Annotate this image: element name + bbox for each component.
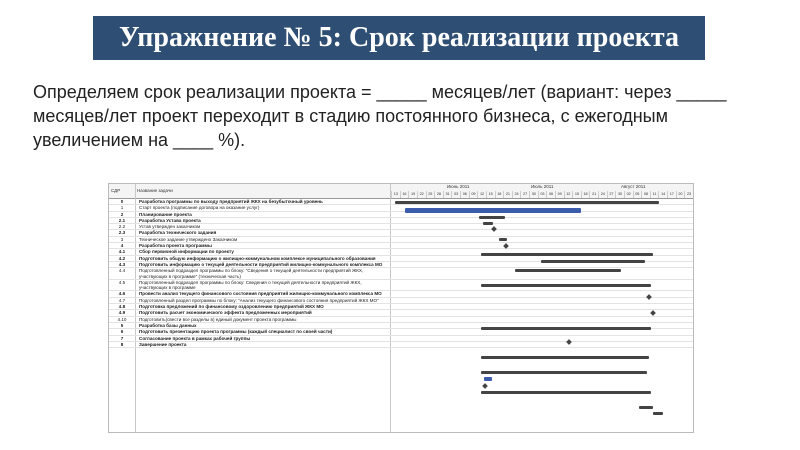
task-id: 5 <box>120 322 124 328</box>
day-tick-label: 14 <box>658 191 667 198</box>
day-tick-label: 22 <box>417 191 426 198</box>
day-tick-label: 25 <box>426 191 435 198</box>
task-bar <box>481 284 651 287</box>
task-bar <box>639 406 653 409</box>
milestone-marker <box>503 243 509 249</box>
task-name: Подготовить общую информацию о жилищно-коммунальном комплексе муниципального образования <box>139 255 376 261</box>
task-bar <box>481 327 651 330</box>
milestone-marker <box>650 310 656 316</box>
task-bar-progress <box>405 208 581 213</box>
task-name: Разработка Устава проекта <box>139 217 201 223</box>
task-id: 2 <box>120 211 124 217</box>
day-tick-label: 21 <box>503 191 512 198</box>
day-tick-label: 20 <box>676 191 685 198</box>
task-id: 8 <box>120 341 124 347</box>
task-name: Разработка программы по выходу предприятий ЖКХ на безубыточный уровень <box>139 199 323 204</box>
day-tick-label: 30 <box>615 191 624 198</box>
task-id: 4.10 <box>117 316 127 322</box>
task-bar <box>481 356 649 359</box>
month-label: Июль 2011 <box>531 184 554 189</box>
day-tick-label: 24 <box>512 191 521 198</box>
day-tick-label: 31 <box>443 191 452 198</box>
task-bar <box>481 253 653 256</box>
milestone-marker <box>566 339 572 345</box>
gantt-day-scale <box>391 191 693 198</box>
day-tick-label: 06 <box>460 191 469 198</box>
milestone-marker <box>491 226 497 232</box>
day-tick-label: 28 <box>434 191 443 198</box>
milestone-marker <box>482 383 488 389</box>
task-name: Подготовить информацию о текущей деятельности предприятий жилищно-коммунального комплекса МО <box>139 261 383 267</box>
day-tick-label: 09 <box>555 191 564 198</box>
slide-title-bar <box>0 0 800 64</box>
day-tick-label: 06 <box>546 191 555 198</box>
gantt-header <box>109 184 693 199</box>
task-name: Провести анализ текущего финансового состояния предприятий жилищно-коммунального комплекса МО <box>139 291 382 297</box>
task-bar <box>481 371 647 374</box>
task-bar <box>653 412 663 415</box>
task-id: 3 <box>120 236 124 242</box>
intro-text: Определяем срок реализации проекта = _____ месяцев/лет (вариант: через _____ месяцев/лет проект переходит в стадию постоянного бизнеса, с ежегодным увеличением на ____ %). <box>33 82 727 150</box>
day-tick-label: 09 <box>469 191 478 198</box>
task-id: 4.7 <box>118 297 126 303</box>
task-name: Подготовить расчет экономического эффекта предложенных мероприятий <box>139 310 312 316</box>
day-tick-label: 15 <box>572 191 581 198</box>
task-id: 0 <box>120 199 124 204</box>
task-id: 4.2 <box>118 255 126 261</box>
day-tick-label: 18 <box>581 191 590 198</box>
task-bar <box>499 238 507 241</box>
milestone-marker <box>646 294 652 300</box>
day-tick-label: 16 <box>400 191 409 198</box>
task-bar <box>541 260 645 263</box>
day-tick-label: 03 <box>451 191 460 198</box>
day-tick-label: 19 <box>408 191 417 198</box>
task-id: 7 <box>120 335 124 341</box>
task-bar-progress <box>484 377 492 381</box>
task-name: Согласование проекта в рамках рабочей группы <box>139 335 251 341</box>
task-id: 2.3 <box>118 230 126 236</box>
task-bar <box>483 222 493 225</box>
month-label: Август 2011 <box>621 184 646 189</box>
day-tick-label: 15 <box>486 191 495 198</box>
task-name: Подготовить презентацию проекта программы (каждый специалист по своей части) <box>139 329 333 335</box>
task-id: 4 <box>120 243 124 249</box>
task-name: Подготовка предложений по финансовому оздоровлению предприятий ЖКХ МО <box>139 304 324 310</box>
day-tick-label: 12 <box>564 191 573 198</box>
task-name: Разработка технического задания <box>139 230 217 236</box>
day-tick-label: 17 <box>667 191 676 198</box>
task-name: Устав утвержден заказчиком <box>139 224 201 230</box>
gantt-bars <box>391 199 693 432</box>
task-id: 2.1 <box>118 217 126 223</box>
day-tick-label: 18 <box>495 191 504 198</box>
month-label: Июнь 2011 <box>447 184 470 189</box>
day-tick-label: 05 <box>633 191 642 198</box>
day-tick-label: 27 <box>520 191 529 198</box>
task-bar <box>515 269 621 272</box>
task-id: 4.3 <box>118 261 126 267</box>
task-id: 4.1 <box>118 249 126 255</box>
task-name: Подготовленный подраздел программы по блоку: Сведения о текущей деятельности предприятий ЖКХ, участвующих в программе <box>139 279 362 291</box>
day-tick-label: 13 <box>391 191 400 198</box>
day-tick-label: 21 <box>589 191 598 198</box>
task-name: Сбор первичной информации по проекту <box>139 249 234 255</box>
task-id: 4.8 <box>118 304 126 310</box>
task-bar <box>395 201 659 204</box>
task-name: Старт проекта (подписание договора на оказание услуг) <box>139 205 260 211</box>
day-tick-label: 23 <box>684 191 693 198</box>
task-bar <box>481 391 651 394</box>
task-id: 4.6 <box>118 291 126 297</box>
task-name: Подготовленный подраздел программы по блоку: "Сведения о текущей деятельности предприятий ЖКХ, участвующих в программе" (техническая часть) <box>139 268 364 279</box>
task-name: Завершение проекта <box>139 341 187 347</box>
task-id: 6 <box>120 329 124 335</box>
task-id: 4.4 <box>118 268 126 274</box>
task-id: 4.5 <box>118 279 126 285</box>
task-name: Планирование проекта <box>139 211 192 217</box>
task-name: Техническое задание утверждено Заказчиком <box>139 236 238 242</box>
slide-title: Упражнение № 5: Срок реализации проекта <box>119 22 679 53</box>
col-name-header: Название задачи <box>137 188 173 193</box>
task-name: Подготовленный раздел программы по блоку: "Анализ текущего финансового состояния предприятий ЖКХ МО" <box>139 297 379 303</box>
day-tick-label: 11 <box>650 191 659 198</box>
task-id: 4.9 <box>118 310 126 316</box>
col-id-header: СДР <box>111 188 121 193</box>
day-tick-label: 12 <box>477 191 486 198</box>
task-name: Разработка проекта программы <box>139 243 212 249</box>
task-name: Подготовить(свести все разделы в) единый документ проекта программы <box>139 316 297 322</box>
task-name: Разработка базы данных <box>139 322 197 328</box>
task-id: 2.2 <box>118 224 126 230</box>
day-tick-label: 08 <box>641 191 650 198</box>
day-tick-label: 02 <box>624 191 633 198</box>
task-bar <box>479 216 505 219</box>
day-tick-label: 03 <box>538 191 547 198</box>
task-id: 1 <box>120 205 124 211</box>
day-tick-label: 30 <box>529 191 538 198</box>
day-tick-label: 27 <box>607 191 616 198</box>
day-tick-label: 24 <box>598 191 607 198</box>
gantt-chart <box>108 183 694 433</box>
